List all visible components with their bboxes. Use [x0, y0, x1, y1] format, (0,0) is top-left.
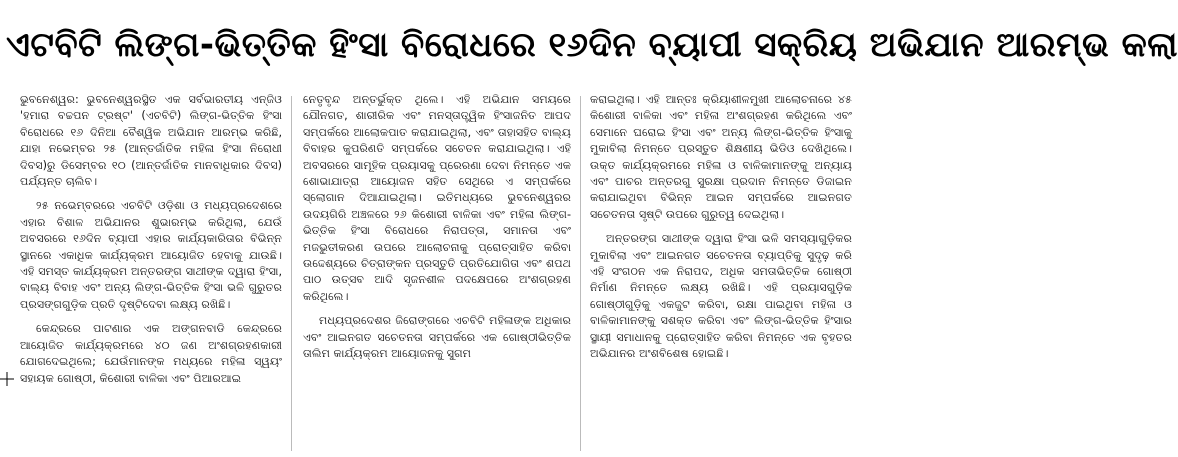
paragraph: ମଧ୍ୟପ୍ରଦେଶର ଜିରୋଙ୍ଗରେ ଏଚବିଟି ମହିଳାଙ୍କ ଅଧିକାର ଏବଂ ଆଇନଗତ ସଚେତନତା ସମ୍ପର୍କରେ ଏକ ଗୋଷ୍ଠୀଭିତ୍ତିକ ତାଲିମ କାର୍ଯ୍ୟକ୍ରମ ଆୟୋଜନକୁ ସୁଗମ	[303, 314, 571, 361]
paragraph: ଅନ୍ତରଙ୍ଗ ସାଥୀଙ୍କ ଦ୍ୱାରା ହିଂସା ଭଳି ସମସ୍ୟାଗୁଡ଼ିକର ମୁକାବିଲା ଏବଂ ଆଇନଗତ ସଚେତନତା ବ୍ୟାପ୍ତିକୁ ସୁଦୃଢ଼ କରି ଏହି ସଂଗଠନ ଏକ ନିରାପଦ, ଅଧିକ ସମତାଭିତ୍ତିକ ଗୋଷ୍ଠୀ ନିର୍ମାଣ ନିମନ୍ତେ ଲକ୍ଷ୍ୟ ରଖିଛି। ଏହି ପ୍ରୟାସଗୁଡ଼ିକ ଗୋଷ୍ଠୀଗୁଡ଼ିକୁ ଏକଜୁଟ କରିବା, ରକ୍ଷା ପାଇଥିବା ମହିଳା ଓ ବାଳିକାମାନଙ୍କୁ ସଶକ୍ତ କରିବା ଏବଂ ଲିଙ୍ଗ-ଭିତ୍ତିକ ହିଂସାର ସ୍ଥାୟୀ ସମାଧାନକୁ ପ୍ରୋତ୍ସାହିତ କରିବା ନିମନ୍ତେ ଏକ ବୃହତର ଅଭିଯାନର ଅଂଶବିଶେଷ ହୋଇଛି।	[590, 232, 852, 361]
paragraph: କେନ୍ଦ୍ରରେ ପାଟଣାର ଏକ ଅଙ୍ଗନବାଡି କେନ୍ଦ୍ରରେ ଆୟୋଜିତ କାର୍ଯ୍ୟକ୍ରମରେ ୪୦ ଜଣ ଅଂଶଗ୍ରହଣକାରୀ ଯୋଗଦେଇଥିଲେ; ଯେଉଁମାନଙ୍କ ମଧ୍ୟରେ ମହିଳା ସ୍ୱୟଂ ସହାୟକ ଗୋଷ୍ଠୀ, କିଶୋରୀ ବାଳିକା ଏବଂ ପିଆରଆଇ	[20, 322, 282, 385]
article-column-3	[590, 92, 852, 454]
article-column-1	[20, 92, 282, 454]
crop-mark-icon	[0, 372, 14, 386]
column-rule	[291, 96, 292, 451]
paragraph: ନେତୃବୃନ୍ଦ ଅନ୍ତର୍ଭୁକ୍ତ ଥିଲେ। ଏହି ଅଭିଯାନ ସମୟରେ ଯୌନଗତ, ଶାରୀରିକ ଏବଂ ମନସ୍ତାତ୍ତ୍ୱିକ ହିଂସାଜନିତ ଆପଦ ସମ୍ପର୍କରେ ଆଲୋକପାତ କରାଯାଇଥିଲା, ଏବଂ ତାହାସହିତ ବାଲ୍ୟ ବିବାହର କୁପରିଣତି ସମ୍ପର୍କରେ ସଚେତନ କରାଯାଇଥିଲା। ଏହି ଅବସରରେ ସାମୂହିକ ପ୍ରୟାସକୁ ପ୍ରେରଣା ଦେବା ନିମନ୍ତେ ଏକ ଶୋଭାଯାତ୍ରା ଆୟୋଜନ ସହିତ ସେଥିରେ ଏ ସମ୍ପର୍କରେ ସ୍ଲୋଗାନ ଦିଆଯାଇଥିଲା। ଇତିମଧ୍ୟରେ ଭୁବନେଶ୍ୱରର ଉଦୟଗିରି ଅଞ୍ଚଳରେ ୨୬ କିଶୋରୀ ବାଳିକା ଏବଂ ମହିଳା ଲିଙ୍ଗ-ଭିତ୍ତିକ ହିଂସା ବିରୋଧରେ ନିରାପତ୍ତା, ସମାନତା ଏବଂ ମଜଭୁତୀକରଣ ଉପରେ ଆଲୋଚନାକୁ ପ୍ରୋତ୍ସାହିତ କରିବା ଉଦ୍ଦେଶ୍ୟରେ ଚିତ୍ରାଙ୍କନ ପ୍ରସ୍ତୁତି ପ୍ରତିଯୋଗିତା ଏବଂ ଶପଥ ପାଠ ଉତ୍ସବ ଆଦି ସୃଜନଶୀଳ ପଦକ୍ଷେପରେ ଅଂଶଗ୍ରହଣ କରିଥିଲେ।	[303, 93, 571, 303]
paragraph: ୨୫ ନଭେମ୍ବରରେ ଏଚବିଟି ଓଡ଼ିଶା ଓ ମଧ୍ୟପ୍ରଦେଶରେ ଏହାର ବିଶାଳ ଅଭିଯାନର ଶୁଭାରମ୍ଭ କରିଥିଲା, ଯେଉଁ ଅବସରରେ ୧୬ଦିନ ବ୍ୟାପୀ ଏହାର କାର୍ଯ୍ୟକାରିତାର ବିଭିନ୍ନ ସ୍ଥାନରେ ଏକାଧିକ କାର୍ଯ୍ୟକ୍ରମ ଆୟୋଜିତ ହେବାକୁ ଯାଉଛି। ଏହି ସମସ୍ତ କାର୍ଯ୍ୟକ୍ରମ ଅନ୍ତରଙ୍ଗ ସାଥୀଙ୍କ ଦ୍ୱାରା ହିଂସା, ବାଲ୍ୟ ବିବାହ ଏବଂ ଅନ୍ୟ ଲିଙ୍ଗ-ଭିତ୍ତିକ ହିଂସା ଭଳି ଗୁରୁତର ପ୍ରସଙ୍ଗଗୁଡ଼ିକ ପ୍ରତି ଦୃଷ୍ଟିଦେବା ଲକ୍ଷ୍ୟ ରଖିଛି।	[20, 199, 282, 311]
headline: ଏଟବିଟି ଲିଙ୍ଗ-ଭିତ୍ତିକ ହିଂସା ବିରୋଧରେ ୧୬ଦିନ ବ୍ୟାପୀ ସକ୍ରିୟ ଅଭିଯାନ ଆରମ୍ଭ କଲା	[6, 25, 1178, 65]
paragraph: କରାଇଥିଲା। ଏହି ଆନ୍ତଃ କ୍ରିୟାଶୀଳମୁଖୀ ଆଲୋଚନାରେ ୪୫ କିଶୋରୀ ବାଳିକା ଏବଂ ମହିଳା ଅଂଶଗ୍ରହଣ କରିଥିଲେ ଏବଂ ସେମାନେ ଘରୋଇ ହିଂସା ଏବଂ ଅନ୍ୟ ଲିଙ୍ଗ-ଭିତ୍ତିକ ହିଂସାକୁ ମୁକାବିଲା ନିମନ୍ତେ ପ୍ରସ୍ତୁତ ଶିକ୍ଷଣୀୟ ଭିଡିଓ ଦେଖିଥିଲେ। ଉକ୍ତ କାର୍ଯ୍ୟକ୍ରମରେ ମହିଳା ଓ ବାଳିକାମାନଙ୍କୁ ଅନ୍ୟାୟ ଏବଂ ପାଚର ଅନ୍ତରଗୁ ସୁରକ୍ଷା ପ୍ରଦାନ ନିମନ୍ତେ ଡିଜାଇନ କରାଯାଇଥିବା ବିଭିନ୍ନ ଆଇନ ସମ୍ପର୍କରେ ଆଇନଗତ ସଚେତନତା ସୃଷ୍ଟି ଉପରେ ଗୁରୁତ୍ୱ ଦେଇଥିଲା।	[590, 93, 852, 221]
article-column-2	[303, 92, 571, 454]
column-rule	[580, 96, 581, 451]
paragraph: ଭୁବନେଶ୍ୱର: ଭୁବନେଶ୍ୱରସ୍ଥିତ ଏକ ସର୍ବଭାରତୀୟ ଏନ୍‌ଜିଓ 'ହମାରା ବଚ୍ଚପନ ଟ୍ରଷ୍ଟ' (ଏଚବିଟି) ଲିଙ୍ଗ-ଭିତ୍ତିକ ହିଂସା ବିରୋଧରେ ୧୬ ଦିନିଆ ବୈଶ୍ୱିକ ଅଭିଯାନ ଆରମ୍ଭ କରିଛି, ଯାହା ନଭେମ୍ବର ୨୫ (ଆନ୍ତର୍ଜାତିକ ମହିଳା ହିଂସା ନିରୋଧୀ ଦିବସ)ରୁ ଡିସେମ୍ବର ୧୦ (ଆନ୍ତର୍ଜାତିକ ମାନବାଧିକାର ଦିବସ) ପର୍ଯ୍ୟନ୍ତ ଚାଲିବ।	[20, 93, 282, 189]
